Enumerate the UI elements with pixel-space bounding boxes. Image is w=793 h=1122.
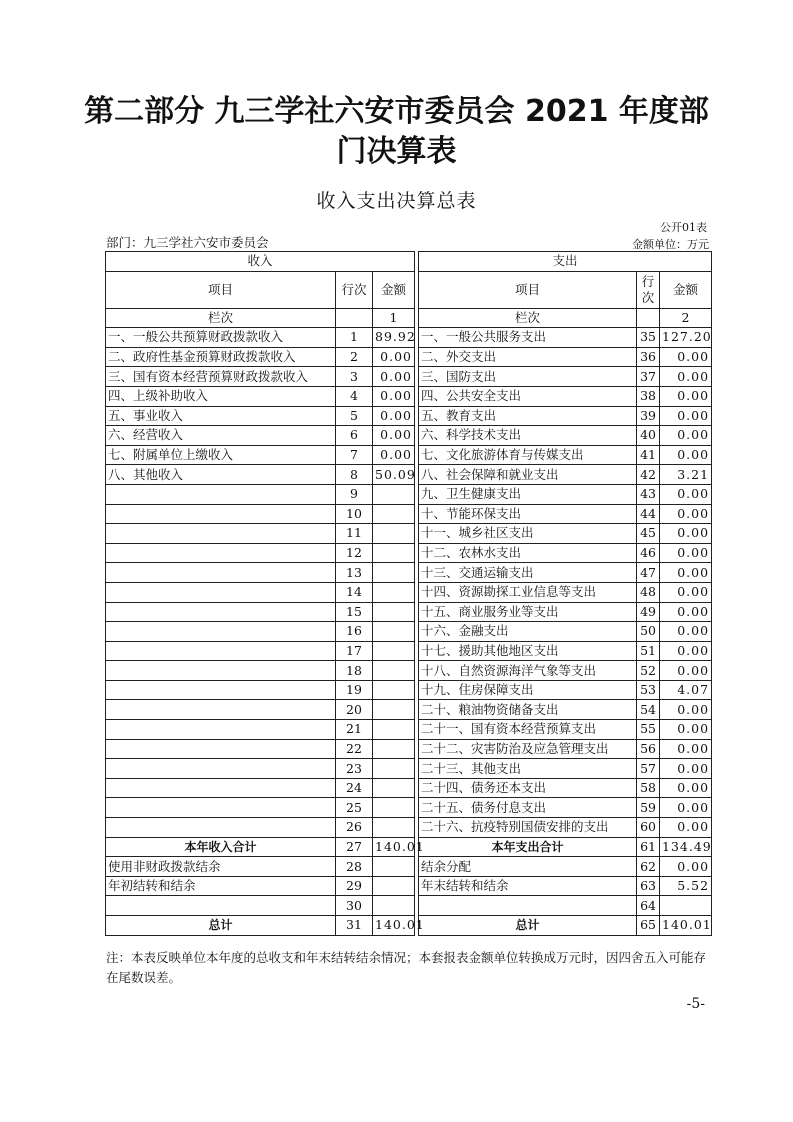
income-item xyxy=(106,778,336,798)
table-row xyxy=(106,622,712,642)
income-row-no: 5 xyxy=(336,406,373,426)
table-row xyxy=(106,484,712,504)
expense-amount: 0.00 xyxy=(660,426,712,446)
expense-item: 年末结转和结余 xyxy=(419,876,637,896)
page-title xyxy=(60,92,733,172)
income-row-no: 20 xyxy=(336,700,373,720)
table-row xyxy=(106,465,712,485)
expense-amount: 3.21 xyxy=(660,465,712,485)
income-item: 四、上级补助收入 xyxy=(106,386,336,406)
table-subtitle: 收入支出决算总表 xyxy=(316,190,477,212)
total-row xyxy=(106,896,712,916)
income-row-no: 18 xyxy=(336,661,373,681)
income-item xyxy=(106,484,336,504)
footnote: 注：本表反映单位本年度的总收支和年末结转结余情况；本套报表金额单位转换成万元时，因四舍五入可能存在尾数误差。 xyxy=(106,950,707,985)
income-item xyxy=(106,543,336,563)
expense-amount: 5.52 xyxy=(660,876,712,896)
expense-item: 七、文化旅游体育与传媒支出 xyxy=(419,445,637,465)
budget-summary-table xyxy=(105,251,712,936)
expense-amount: 0.00 xyxy=(660,367,712,387)
expense-item: 十七、援助其他地区支出 xyxy=(419,641,637,661)
expense-item: 三、国防支出 xyxy=(419,367,637,387)
expense-item: 一、一般公共服务支出 xyxy=(419,328,637,348)
income-item xyxy=(106,720,336,740)
expense-item: 二十、粮油物资储备支出 xyxy=(419,700,637,720)
department-label: 部门：九三学社六安市委员会 xyxy=(106,235,269,250)
expense-item: 十三、交通运输支出 xyxy=(419,563,637,583)
income-item xyxy=(106,759,336,779)
table-row xyxy=(106,720,712,740)
expense-amount: 0.00 xyxy=(660,700,712,720)
income-amount: 0.00 xyxy=(373,426,415,446)
income-row-no: 30 xyxy=(336,896,373,916)
total-row xyxy=(106,857,712,877)
income-amount xyxy=(373,484,415,504)
expense-row-no: 58 xyxy=(637,778,660,798)
income-row-no: 29 xyxy=(336,876,373,896)
table-row xyxy=(106,582,712,602)
expense-amount: 0.00 xyxy=(660,582,712,602)
table-row xyxy=(106,426,712,446)
income-amount xyxy=(373,641,415,661)
income-row-no: 24 xyxy=(336,778,373,798)
income-row-no: 15 xyxy=(336,602,373,622)
expense-row-no: 54 xyxy=(637,700,660,720)
expense-row-no: 63 xyxy=(637,876,660,896)
expense-amount: 0.00 xyxy=(660,563,712,583)
expense-header: 支出 xyxy=(419,252,712,272)
expense-row-no: 44 xyxy=(637,504,660,524)
expense-amount: 0.00 xyxy=(660,818,712,838)
income-item: 本年收入合计 xyxy=(106,837,336,857)
section-header-row xyxy=(106,252,712,272)
total-row xyxy=(106,837,712,857)
table-row xyxy=(106,504,712,524)
income-amount xyxy=(373,680,415,700)
expense-row-no: 38 xyxy=(637,386,660,406)
expense-item: 总计 xyxy=(419,916,637,936)
expense-row-no: 40 xyxy=(637,426,660,446)
income-amount xyxy=(373,524,415,544)
expense-item: 二十五、债务付息支出 xyxy=(419,798,637,818)
expense-amount: 0.00 xyxy=(660,504,712,524)
income-amount xyxy=(373,661,415,681)
expense-row-no: 35 xyxy=(637,328,660,348)
income-row-no: 7 xyxy=(336,445,373,465)
table-row xyxy=(106,563,712,583)
income-row-no-header: 行次 xyxy=(336,271,373,308)
income-item: 一、一般公共预算财政拨款收入 xyxy=(106,328,336,348)
expense-amount: 0.00 xyxy=(660,759,712,779)
expense-item-header: 项目 xyxy=(419,271,637,308)
income-amount xyxy=(373,622,415,642)
expense-amount: 0.00 xyxy=(660,641,712,661)
expense-item: 二十四、债务还本支出 xyxy=(419,778,637,798)
income-item xyxy=(106,798,336,818)
expense-row-no: 59 xyxy=(637,798,660,818)
table-row xyxy=(106,700,712,720)
page-title-line2: 门决算表 xyxy=(336,134,457,169)
income-row-no: 8 xyxy=(336,465,373,485)
income-item: 三、国有资本经营预算财政拨款收入 xyxy=(106,367,336,387)
expense-amount: 0.00 xyxy=(660,347,712,367)
income-item xyxy=(106,739,336,759)
income-amount xyxy=(373,818,415,838)
income-row-no: 28 xyxy=(336,857,373,877)
table-row xyxy=(106,328,712,348)
page-number: -5- xyxy=(686,996,705,1012)
expense-amount: 0.00 xyxy=(660,386,712,406)
income-amount xyxy=(373,700,415,720)
income-row-no: 4 xyxy=(336,386,373,406)
table-row xyxy=(106,818,712,838)
amount-unit: 金额单位：万元 xyxy=(632,238,709,251)
table-row xyxy=(106,641,712,661)
income-amount xyxy=(373,896,415,916)
expense-item: 十一、城乡社区支出 xyxy=(419,524,637,544)
expense-item: 本年支出合计 xyxy=(419,837,637,857)
income-item: 六、经营收入 xyxy=(106,426,336,446)
expense-item: 十九、住房保障支出 xyxy=(419,680,637,700)
expense-row-no: 48 xyxy=(637,582,660,602)
expense-amount: 0.00 xyxy=(660,857,712,877)
expense-col-index: 2 xyxy=(660,308,712,328)
table-row xyxy=(106,524,712,544)
expense-amount-header: 金额 xyxy=(660,271,712,308)
income-row-no: 11 xyxy=(336,524,373,544)
income-amount xyxy=(373,876,415,896)
income-amount: 140.01 xyxy=(373,837,415,857)
income-item: 总计 xyxy=(106,916,336,936)
income-item xyxy=(106,700,336,720)
expense-row-no: 51 xyxy=(637,641,660,661)
income-item: 使用非财政拨款结余 xyxy=(106,857,336,877)
table-row xyxy=(106,543,712,563)
income-header: 收入 xyxy=(106,252,415,272)
expense-row-no: 42 xyxy=(637,465,660,485)
income-amount xyxy=(373,543,415,563)
income-amount-header: 金额 xyxy=(373,271,415,308)
income-row-no: 10 xyxy=(336,504,373,524)
expense-row-no: 62 xyxy=(637,857,660,877)
expense-amount: 0.00 xyxy=(660,778,712,798)
income-item xyxy=(106,563,336,583)
expense-amount: 0.00 xyxy=(660,661,712,681)
expense-row-no: 47 xyxy=(637,563,660,583)
expense-item: 结余分配 xyxy=(419,857,637,877)
income-item xyxy=(106,582,336,602)
expense-amount: 0.00 xyxy=(660,484,712,504)
table-row xyxy=(106,759,712,779)
income-item: 八、其他收入 xyxy=(106,465,336,485)
expense-amount: 140.01 xyxy=(660,916,712,936)
table-row xyxy=(106,347,712,367)
income-item: 五、事业收入 xyxy=(106,406,336,426)
expense-amount: 0.00 xyxy=(660,798,712,818)
income-amount xyxy=(373,857,415,877)
income-amount xyxy=(373,602,415,622)
income-item: 二、政府性基金预算财政拨款收入 xyxy=(106,347,336,367)
expense-amount: 0.00 xyxy=(660,622,712,642)
income-item xyxy=(106,524,336,544)
income-item xyxy=(106,896,336,916)
table-row xyxy=(106,778,712,798)
expense-row-no: 50 xyxy=(637,622,660,642)
income-row-no: 21 xyxy=(336,720,373,740)
table-row xyxy=(106,445,712,465)
expense-amount: 134.49 xyxy=(660,837,712,857)
total-row xyxy=(106,916,712,936)
income-item xyxy=(106,504,336,524)
income-item xyxy=(106,680,336,700)
table-row xyxy=(106,661,712,681)
table-row xyxy=(106,680,712,700)
income-row-no: 1 xyxy=(336,328,373,348)
expense-row-no-header: 行 次 xyxy=(637,271,660,308)
expense-row-no: 65 xyxy=(637,916,660,936)
income-col-label: 栏次 xyxy=(106,308,336,328)
expense-item: 六、科学技术支出 xyxy=(419,426,637,446)
expense-amount: 4.07 xyxy=(660,680,712,700)
table-row xyxy=(106,602,712,622)
income-amount: 50.09 xyxy=(373,465,415,485)
income-row-no: 2 xyxy=(336,347,373,367)
income-item xyxy=(106,818,336,838)
income-row-no: 19 xyxy=(336,680,373,700)
income-amount xyxy=(373,739,415,759)
income-row-no: 22 xyxy=(336,739,373,759)
expense-item: 四、公共安全支出 xyxy=(419,386,637,406)
income-amount: 89.92 xyxy=(373,328,415,348)
expense-row-no: 36 xyxy=(637,347,660,367)
expense-item: 二十二、灾害防治及应急管理支出 xyxy=(419,739,637,759)
expense-item: 二十三、其他支出 xyxy=(419,759,637,779)
expense-row-no: 61 xyxy=(637,837,660,857)
column-index-row xyxy=(106,308,712,328)
expense-col-label: 栏次 xyxy=(419,308,637,328)
expense-item: 二十六、抗疫特别国债安排的支出 xyxy=(419,818,637,838)
income-row-no: 3 xyxy=(336,367,373,387)
expense-item: 八、社会保障和就业支出 xyxy=(419,465,637,485)
expense-item: 十四、资源勘探工业信息等支出 xyxy=(419,582,637,602)
expense-item: 十五、商业服务业等支出 xyxy=(419,602,637,622)
income-row-no: 31 xyxy=(336,916,373,936)
table-row xyxy=(106,367,712,387)
column-header-row xyxy=(106,271,712,308)
income-item xyxy=(106,661,336,681)
income-amount xyxy=(373,798,415,818)
expense-amount: 127.20 xyxy=(660,328,712,348)
expense-amount: 0.00 xyxy=(660,524,712,544)
income-row-no: 23 xyxy=(336,759,373,779)
income-row-no: 26 xyxy=(336,818,373,838)
expense-row-no: 41 xyxy=(637,445,660,465)
expense-row-no: 39 xyxy=(637,406,660,426)
total-row xyxy=(106,876,712,896)
income-col-index: 1 xyxy=(373,308,415,328)
income-item xyxy=(106,641,336,661)
income-row-no: 25 xyxy=(336,798,373,818)
income-amount: 0.00 xyxy=(373,347,415,367)
expense-row-no: 57 xyxy=(637,759,660,779)
expense-row-no: 37 xyxy=(637,367,660,387)
table-row xyxy=(106,739,712,759)
expense-row-no: 52 xyxy=(637,661,660,681)
page-title-line1: 第二部分 九三学社六安市委员会 2021 年度部 xyxy=(84,94,709,129)
income-row-no: 27 xyxy=(336,837,373,857)
expense-item xyxy=(419,896,637,916)
expense-amount: 0.00 xyxy=(660,543,712,563)
expense-amount: 0.00 xyxy=(660,445,712,465)
expense-item: 二十一、国有资本经营预算支出 xyxy=(419,720,637,740)
expense-amount: 0.00 xyxy=(660,720,712,740)
income-row-no: 6 xyxy=(336,426,373,446)
income-row-no: 16 xyxy=(336,622,373,642)
income-amount: 0.00 xyxy=(373,445,415,465)
expense-item: 二、外交支出 xyxy=(419,347,637,367)
expense-item: 九、卫生健康支出 xyxy=(419,484,637,504)
expense-amount xyxy=(660,896,712,916)
income-row-no: 9 xyxy=(336,484,373,504)
expense-amount: 0.00 xyxy=(660,602,712,622)
income-item xyxy=(106,602,336,622)
expense-row-no: 49 xyxy=(637,602,660,622)
expense-row-no: 45 xyxy=(637,524,660,544)
income-item-header: 项目 xyxy=(106,271,336,308)
expense-row-no: 55 xyxy=(637,720,660,740)
income-amount xyxy=(373,759,415,779)
expense-item: 十、节能环保支出 xyxy=(419,504,637,524)
expense-row-no: 60 xyxy=(637,818,660,838)
table-row xyxy=(106,406,712,426)
expense-row-no: 64 xyxy=(637,896,660,916)
income-amount xyxy=(373,582,415,602)
income-row-no: 13 xyxy=(336,563,373,583)
table-row xyxy=(106,386,712,406)
form-code: 公开01表 xyxy=(660,221,707,234)
income-amount xyxy=(373,720,415,740)
expense-amount: 0.00 xyxy=(660,406,712,426)
income-amount: 0.00 xyxy=(373,406,415,426)
income-row-no: 12 xyxy=(336,543,373,563)
income-amount: 0.00 xyxy=(373,367,415,387)
expense-item: 五、教育支出 xyxy=(419,406,637,426)
expense-item: 十二、农林水支出 xyxy=(419,543,637,563)
income-row-no: 14 xyxy=(336,582,373,602)
expense-row-no: 46 xyxy=(637,543,660,563)
expense-row-no: 53 xyxy=(637,680,660,700)
income-row-no: 17 xyxy=(336,641,373,661)
expense-item: 十八、自然资源海洋气象等支出 xyxy=(419,661,637,681)
income-amount: 0.00 xyxy=(373,386,415,406)
expense-amount: 0.00 xyxy=(660,739,712,759)
expense-row-no: 56 xyxy=(637,739,660,759)
income-item: 七、附属单位上缴收入 xyxy=(106,445,336,465)
income-item xyxy=(106,622,336,642)
income-amount xyxy=(373,563,415,583)
income-item: 年初结转和结余 xyxy=(106,876,336,896)
expense-item: 十六、金融支出 xyxy=(419,622,637,642)
expense-row-no: 43 xyxy=(637,484,660,504)
income-amount: 140.01 xyxy=(373,916,415,936)
income-amount xyxy=(373,504,415,524)
table-row xyxy=(106,798,712,818)
income-amount xyxy=(373,778,415,798)
